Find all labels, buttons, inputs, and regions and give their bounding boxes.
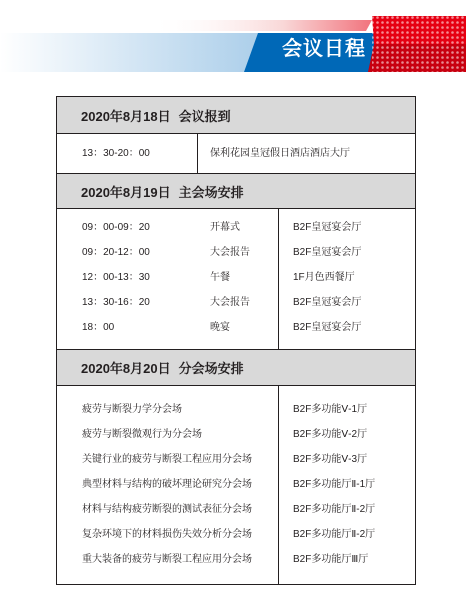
row-venue: B2F多功能厅Ⅲ厅	[293, 554, 369, 565]
schedule-row	[57, 141, 415, 166]
day-title: 分会场安排	[178, 361, 244, 376]
row-venue: B2F皇冠宴会厅	[293, 297, 362, 308]
row-venue: B2F皇冠宴会厅	[293, 247, 362, 258]
row-venue: B2F多功能Ⅴ-1厅	[293, 404, 368, 415]
schedule-row	[57, 422, 415, 447]
row-session: 重大装备的疲劳与断裂工程应用分会场	[82, 554, 252, 565]
row-venue: 保利花园皇冠假日酒店酒店大厅	[210, 148, 350, 159]
day-title: 主会场安排	[178, 184, 244, 200]
day-block	[57, 134, 415, 173]
schedule-row	[57, 547, 415, 572]
row-time: 09：00-09：20	[82, 222, 150, 233]
schedule-row	[57, 397, 415, 422]
row-venue: 1F月色西餐厅	[293, 272, 355, 283]
row-session: 复杂环境下的材料损伤失效分析分会场	[82, 529, 252, 540]
row-event: 大会报告	[210, 247, 250, 258]
schedule-row	[57, 447, 415, 472]
row-session: 疲劳与断裂力学分会场	[82, 404, 182, 415]
schedule-row	[57, 472, 415, 497]
schedule-row	[57, 215, 415, 240]
row-time: 12：00-13：30	[82, 272, 150, 283]
row-venue: B2F多功能厅Ⅱ-2厅	[293, 504, 376, 515]
day-header	[57, 349, 415, 386]
row-session: 典型材料与结构的破坏理论研究分会场	[82, 479, 252, 490]
row-venue: B2F多功能Ⅴ-2厅	[293, 429, 368, 440]
schedule-row	[57, 497, 415, 522]
day-block	[57, 386, 415, 584]
schedule-row	[57, 290, 415, 315]
schedule-row	[57, 265, 415, 290]
page-title: 会议日程	[282, 38, 366, 60]
schedule-row	[57, 315, 415, 340]
row-venue: B2F皇冠宴会厅	[293, 222, 362, 233]
row-session: 疲劳与断裂微观行为分会场	[82, 429, 202, 440]
row-event: 晚宴	[210, 322, 230, 333]
row-session: 关键行业的疲劳与断裂工程应用分会场	[82, 454, 252, 465]
row-event: 大会报告	[210, 297, 250, 308]
day-header	[57, 173, 415, 209]
schedule-row	[57, 522, 415, 547]
day-date: 2020年8月20日	[81, 361, 171, 376]
row-time: 18：00	[82, 322, 115, 333]
schedule-table	[56, 96, 416, 585]
row-time: 13：30-20：00	[82, 148, 150, 159]
row-venue: B2F多功能厅Ⅱ-1厅	[293, 479, 376, 490]
header-banner	[0, 0, 466, 84]
row-event: 开幕式	[210, 222, 240, 233]
schedule-row	[57, 240, 415, 265]
row-venue: B2F多功能Ⅴ-3厅	[293, 454, 368, 465]
day-title: 会议报到	[178, 108, 231, 124]
day-date: 2020年8月18日	[81, 108, 171, 124]
banner-graphic	[0, 0, 466, 84]
row-session: 材料与结构疲劳断裂的测试表征分会场	[82, 504, 252, 515]
day-header	[57, 97, 415, 134]
row-time: 09：20-12：00	[82, 247, 150, 258]
day-date: 2020年8月19日	[81, 184, 171, 200]
row-venue: B2F皇冠宴会厅	[293, 322, 362, 333]
row-venue: B2F多功能厅Ⅱ-2厅	[293, 529, 376, 540]
row-event: 午餐	[210, 272, 230, 283]
day-block	[57, 209, 415, 349]
row-time: 13：30-16：20	[82, 297, 150, 308]
